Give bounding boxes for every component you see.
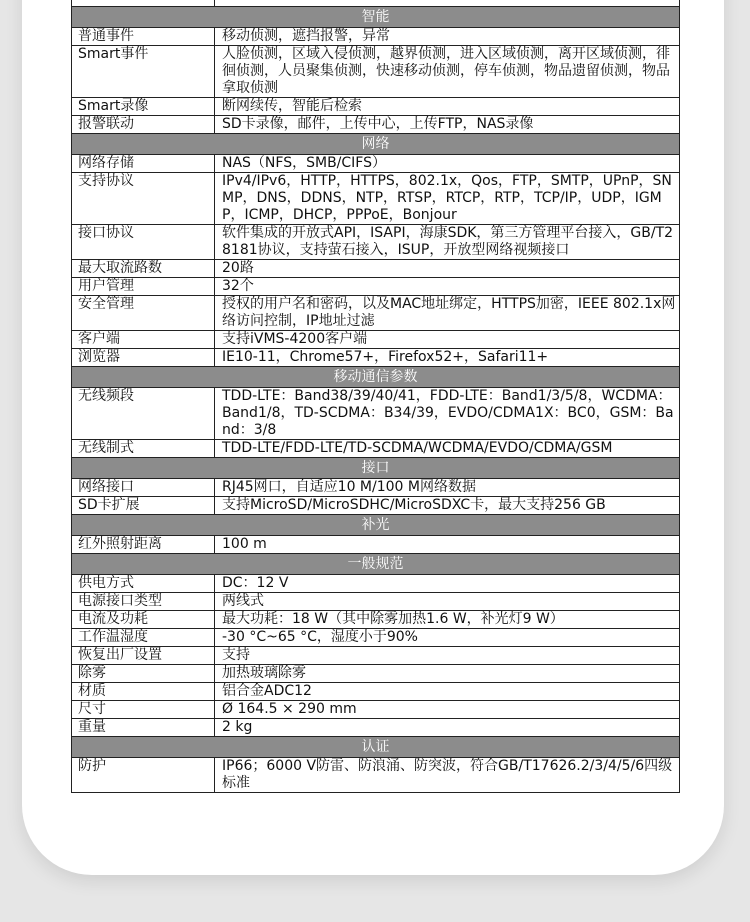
spec-row — [72, 719, 680, 737]
spec-value: 人脸侦测，区域入侵侦测，越界侦测，进入区域侦测，离开区域侦测，徘徊侦测，人员聚集侦测，快速移动侦测，停车侦测，物品遗留侦测，物品拿取侦测 — [215, 46, 680, 98]
spec-value: 支持 — [215, 647, 680, 665]
spec-key: 浏览器 — [72, 349, 215, 367]
spec-key: 除雾 — [72, 665, 215, 683]
section-header-row — [72, 134, 680, 155]
section-header-row — [72, 554, 680, 575]
spec-value: SD卡录像，邮件，上传中心，上传FTP，NAS录像 — [215, 116, 680, 134]
spec-key: 普通事件 — [72, 28, 215, 46]
spec-key: 材质 — [72, 683, 215, 701]
spec-value: 2 kg — [215, 719, 680, 737]
spec-value: 移动侦测，遮挡报警，异常 — [215, 28, 680, 46]
spec-value: 断网续传，智能后检索 — [215, 98, 680, 116]
spec-key: 客户端 — [72, 331, 215, 349]
spec-value: TDD-LTE/FDD-LTE/TD-SCDMA/WCDMA/EVDO/CDMA/GSM — [215, 440, 680, 458]
spec-key: 恢复出厂设置 — [72, 647, 215, 665]
spec-value: Ø 164.5 × 290 mm — [215, 701, 680, 719]
spec-row — [72, 173, 680, 225]
spec-row — [72, 278, 680, 296]
spec-value: -30 °C~65 °C，湿度小于90% — [215, 629, 680, 647]
spec-value: 支持iVMS-4200客户端 — [215, 331, 680, 349]
section-title: 智能 — [72, 7, 680, 28]
spec-value: IPv4/IPv6，HTTP，HTTPS，802.1x，Qos，FTP，SMTP，UPnP，SNMP，DNS，DDNS，NTP，RTSP，RTCP，RTP，TCP/IP，UDP，IGMP，ICMP，DHCP，PPPoE，Bonjour — [215, 173, 680, 225]
spec-value: TDD-LTE：Band38/39/40/41，FDD-LTE：Band1/3/5/8，WCDMA：Band1/8，TD-SCDMA：B34/39，EVDO/CDMA1X：BC0，GSM：Band：3/8 — [215, 388, 680, 440]
spec-key: Smart事件 — [72, 46, 215, 98]
spec-row — [72, 629, 680, 647]
spec-row — [72, 593, 680, 611]
spec-row — [72, 647, 680, 665]
section-title: 接口 — [72, 458, 680, 479]
spec-key: 供电方式 — [72, 575, 215, 593]
section-title: 一般规范 — [72, 554, 680, 575]
spec-key: 防护 — [72, 758, 215, 793]
spec-value: RJ45网口，自适应10 M/100 M网络数据 — [215, 479, 680, 497]
spec-row — [72, 331, 680, 349]
spec-value: 授权的用户名和密码，以及MAC地址绑定，HTTPS加密，IEEE 802.1x网络访问控制，IP地址过滤 — [215, 296, 680, 331]
section-title: 补光 — [72, 515, 680, 536]
spec-row — [72, 155, 680, 173]
spec-value: 32个 — [215, 278, 680, 296]
spec-row — [72, 701, 680, 719]
spec-value: 两线式 — [215, 593, 680, 611]
spec-key: 支持协议 — [72, 173, 215, 225]
spec-row — [72, 98, 680, 116]
spec-key: 尺寸 — [72, 701, 215, 719]
spec-row — [72, 46, 680, 98]
spec-key: 报警联动 — [72, 116, 215, 134]
section-header-row — [72, 458, 680, 479]
spec-key: Smart录像 — [72, 98, 215, 116]
spec-key: SD卡扩展 — [72, 497, 215, 515]
section-title: 认证 — [72, 737, 680, 758]
spec-row — [72, 440, 680, 458]
spec-table — [71, 0, 680, 793]
spec-row — [72, 758, 680, 793]
spec-key: 用户管理 — [72, 278, 215, 296]
section-header-row — [72, 737, 680, 758]
spec-row — [72, 575, 680, 593]
spec-value: 铝合金ADC12 — [215, 683, 680, 701]
spec-value: 加热玻璃除雾 — [215, 665, 680, 683]
spec-key: 接口协议 — [72, 225, 215, 260]
spec-value: NAS（NFS，SMB/CIFS） — [215, 155, 680, 173]
spec-row — [72, 28, 680, 46]
spec-key: 电源接口类型 — [72, 593, 215, 611]
spec-row — [72, 665, 680, 683]
spec-value: 100 m — [215, 536, 680, 554]
spec-row — [72, 388, 680, 440]
spec-key: 安全管理 — [72, 296, 215, 331]
spec-value: 20路 — [215, 260, 680, 278]
spec-key: 网络接口 — [72, 479, 215, 497]
spec-row — [72, 225, 680, 260]
spec-key: 红外照射距离 — [72, 536, 215, 554]
spec-row — [72, 349, 680, 367]
spec-value: IE10-11，Chrome57+，Firefox52+，Safari11+ — [215, 349, 680, 367]
spec-value: DC：12 V — [215, 575, 680, 593]
spec-key: 无线频段 — [72, 388, 215, 440]
spec-row — [72, 497, 680, 515]
spec-value: IP66；6000 V防雷、防浪涌、防突波，符合GB/T17626.2/3/4/5/6四级标准 — [215, 758, 680, 793]
spec-key: 工作温湿度 — [72, 629, 215, 647]
spec-key: 无线制式 — [72, 440, 215, 458]
spec-row — [72, 116, 680, 134]
spec-key: 最大取流路数 — [72, 260, 215, 278]
spec-row — [72, 296, 680, 331]
spec-value: 最大功耗：18 W（其中除雾加热1.6 W，补光灯9 W） — [215, 611, 680, 629]
spec-key: 电流及功耗 — [72, 611, 215, 629]
section-title: 网络 — [72, 134, 680, 155]
spec-row — [72, 479, 680, 497]
section-title: 移动通信参数 — [72, 367, 680, 388]
section-header-row — [72, 515, 680, 536]
spec-key: 重量 — [72, 719, 215, 737]
spec-row — [72, 260, 680, 278]
spec-value: 支持MicroSD/MicroSDHC/MicroSDXC卡，最大支持256 GB — [215, 497, 680, 515]
spec-key: 网络存储 — [72, 155, 215, 173]
section-header-row — [72, 7, 680, 28]
spec-value: 软件集成的开放式API，ISAPI，海康SDK，第三方管理平台接入，GB/T28181协议，支持萤石接入，ISUP，开放型网络视频接口 — [215, 225, 680, 260]
section-header-row — [72, 367, 680, 388]
spec-row — [72, 683, 680, 701]
spec-row — [72, 611, 680, 629]
spec-row — [72, 536, 680, 554]
